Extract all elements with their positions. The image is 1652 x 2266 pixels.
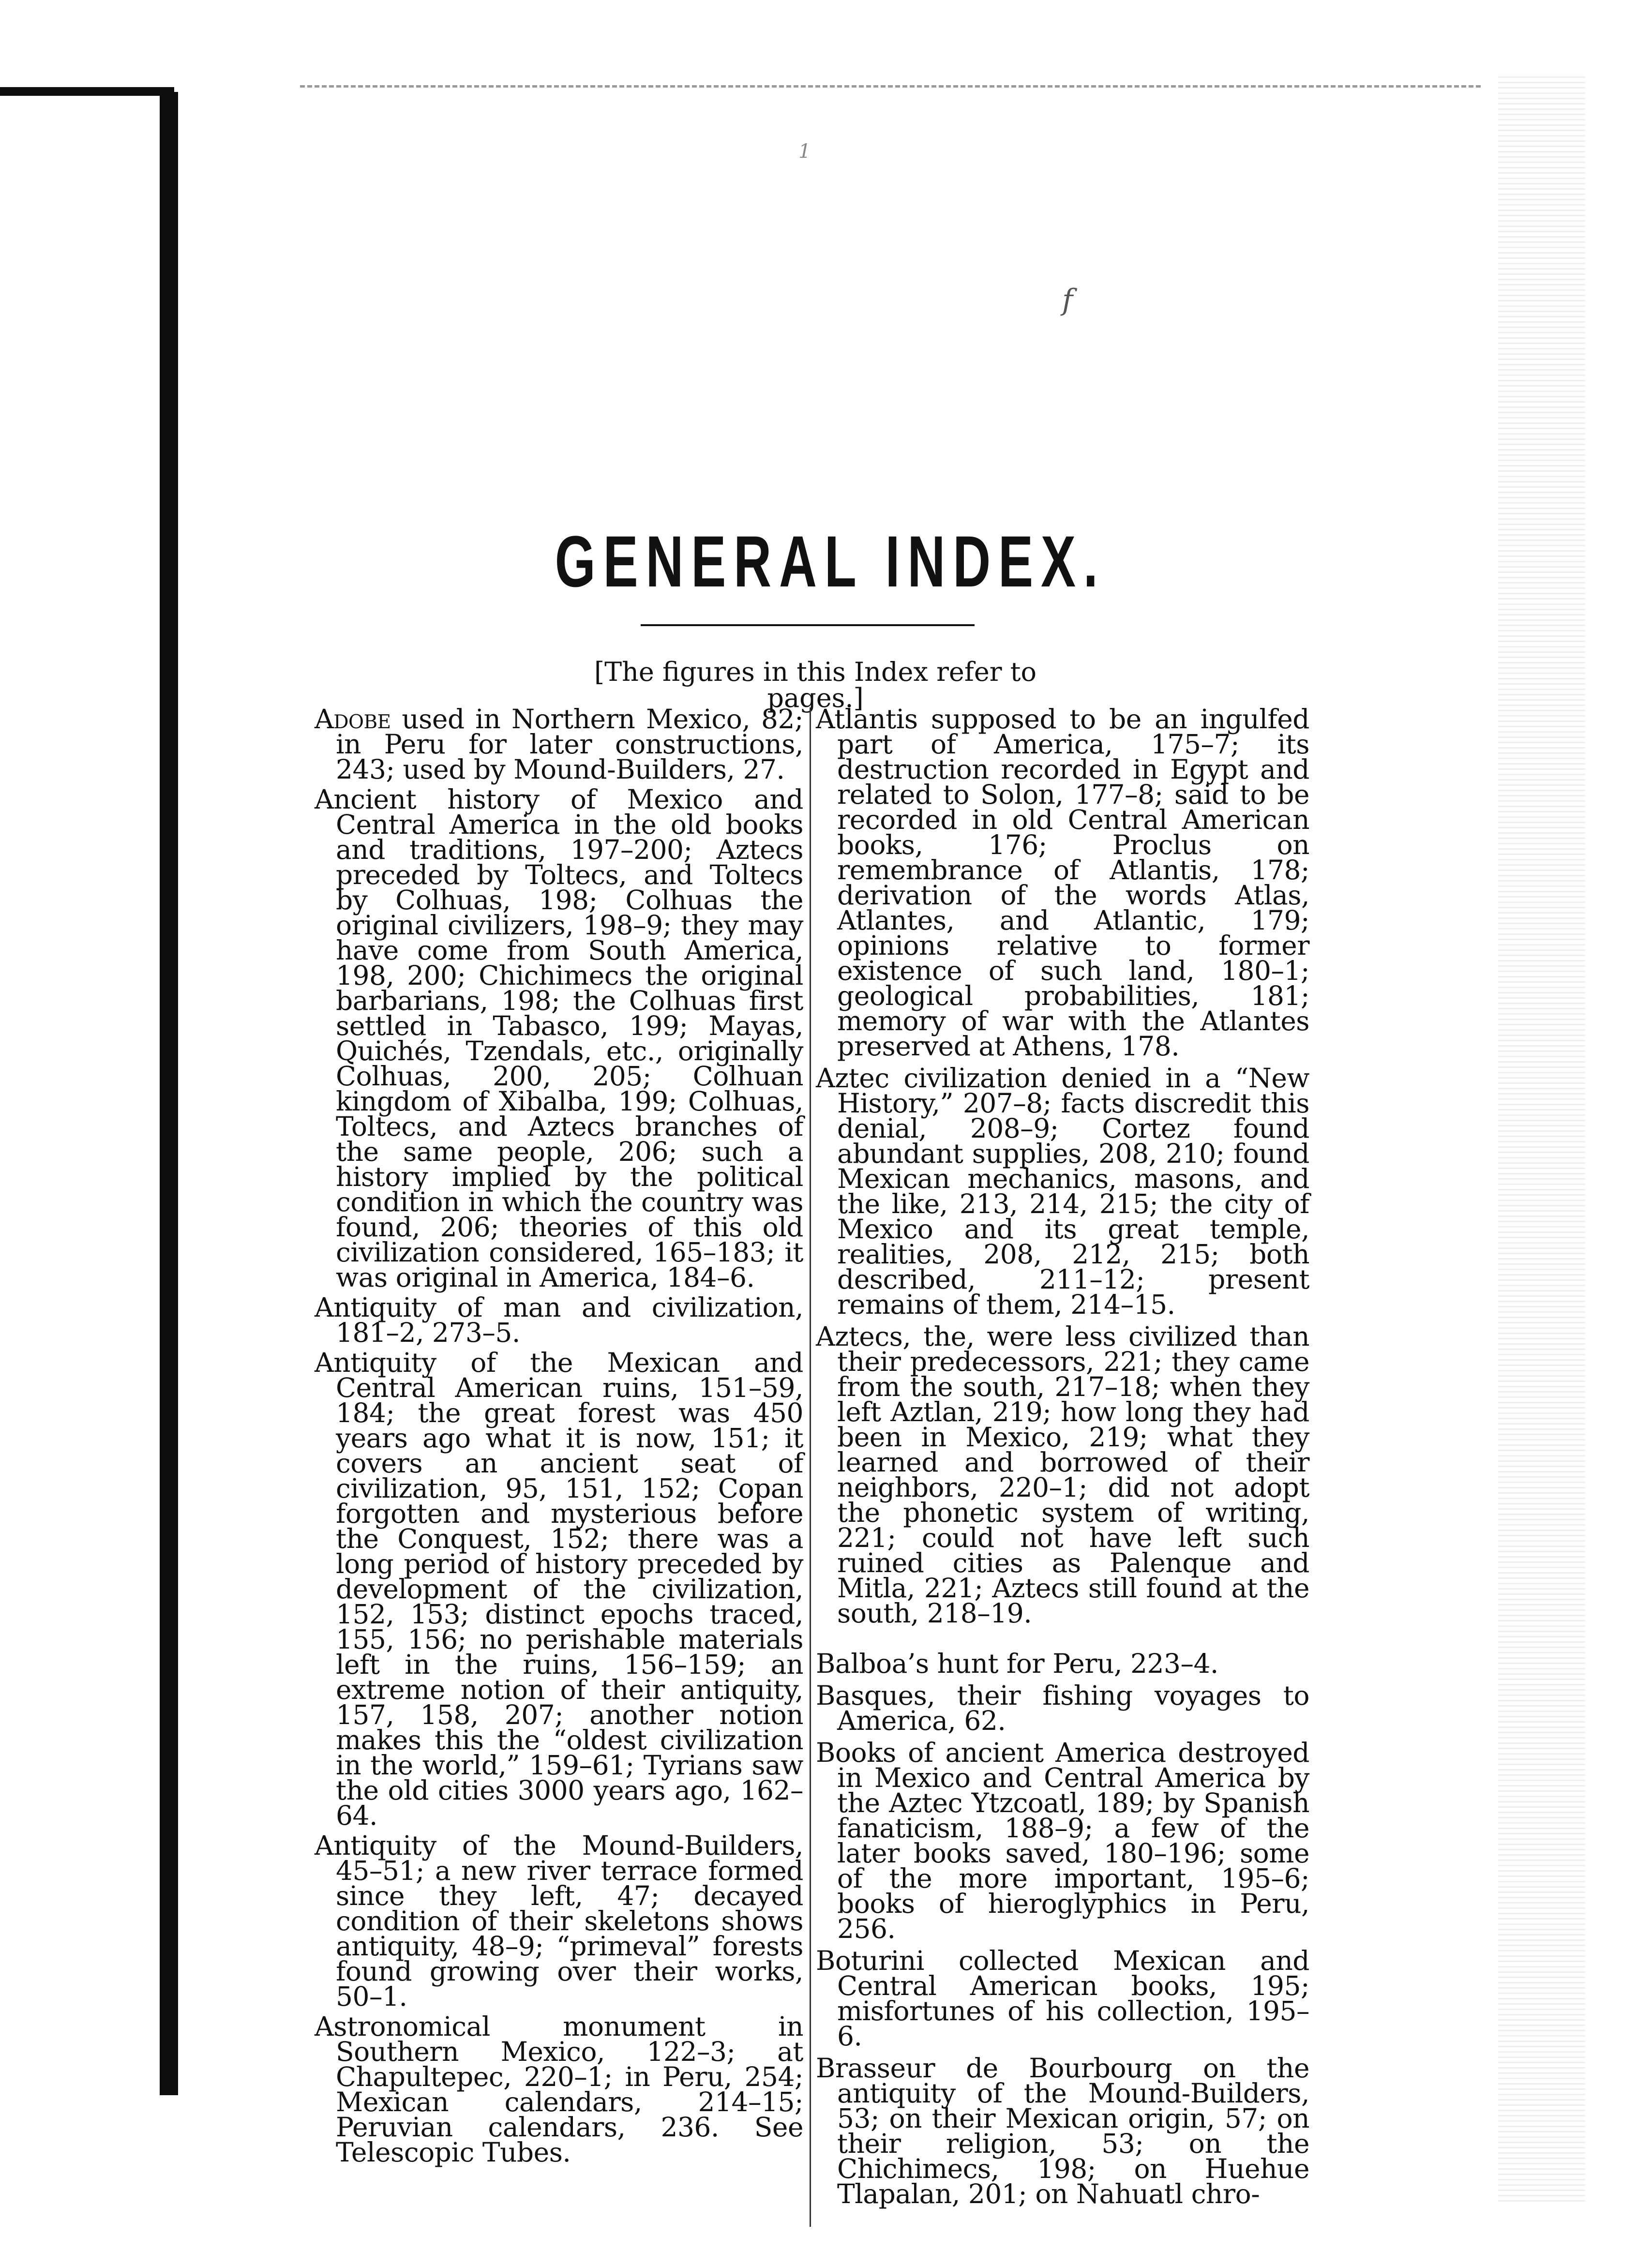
index-entry: Aztecs, the, were less civilized than their predecessors, 221; they came from the south, 217–18; when they left Aztlan, 219; how long they had been in Mexico, 219; what they learned and borrowed of their neighbors, 220–1; did not adopt the phonetic system of writing, 221; could not have left such ruined cities as Palenque and Mitla, 221; Aztecs still found at the south, 218–19. [816,1321,1309,1629]
margin-mark-1: 1 [798,140,811,163]
entry-head: Adobe [315,704,391,735]
page-edge-shadow [1498,73,1585,2202]
index-entry: Antiquity of the Mexican and Central American ruins, 151–59, 184; the great forest was 450 years ago what it is now, 151; it covers an ancient seat of civilization, 95, 151, 152; Copan forgotten and mysterious before the Conquest, 152; there was a long period of history preceded by development of the civilization, 152, 153; distinct epochs traced, 155, 156; no perishable materials left in the ruins, 156–159; an extreme notion of their antiquity, 157, 158, 207; another notion makes this the “oldest civilization in the world,” 159–61; Tyrians saw the old cities 3000 years ago, 162–64. [315,1347,803,1831]
index-entry: Brasseur de Bourbourg on the antiquity of the Mound-Builders, 53; on their Mexican origin, 57; on their religion, 53; on the Chichimecs, 198; on Huehue Tlapalan, 201; on Nahuatl chro- [816,2053,1309,2209]
index-column-right [816,706,1309,2213]
page-title: GENERAL INDEX. [555,521,1106,602]
title-rule [641,624,975,626]
index-entry: Antiquity of man and civilization, 181–2, 273–5. [315,1292,803,1348]
index-entry: Astronomical monument in Southern Mexico, 122–3; at Chapultepec, 220–1; in Peru, 254; Mexican calendars, 214–15; Peruvian calendars, 236. See Telescopic Tubes. [315,2011,803,2168]
binding-bar-cap [0,87,174,96]
index-entry: Antiquity of the Mound-Builders, 45–51; a new river terrace formed since they left, 47; decayed condition of their skeletons shows antiquity, 48–9; “primeval” forests found growing over their works, 50–1. [315,1830,803,2012]
index-entry: Balboa’s hunt for Peru, 223–4. [816,1648,1218,1679]
index-note: [The figures in this Index refer to pages.] [594,657,1036,713]
index-entry [315,704,803,785]
entry-text: used in Northern Mexico, 82; in Peru for later constructions, 243; used by Mound-Builders, 27. [336,704,803,785]
index-entry: Basques, their fishing voyages to America, 62. [816,1680,1309,1736]
index-entry: Boturini collected Mexican and Central American books, 195; misfortunes of his collection, 195–6. [816,1945,1309,2052]
column-divider [810,707,811,2227]
index-column-left [315,706,803,2170]
margin-mark-f: f [1062,283,1073,317]
top-dashed-rule [300,85,1481,88]
index-entry: Ancient history of Mexico and Central America in the old books and traditions, 197–200; Aztecs preceded by Toltecs, and Toltecs by Colhuas, 198; Colhuas the original civilizers, 198–9; they may have come from South America, 198, 200; Chichimecs the original barbarians, 198; the Colhuas first settled in Tabasco, 199; Mayas, Quichés, Tzendals, etc., originally Colhuas, 200, 205; Colhuan kingdom of Xibalba, 199; Colhuas, Toltecs, and Aztecs branches of the same people, 206; such a history implied by the political condition in which the country was found, 206; theories of this old civilization considered, 165–183; it was original in America, 184–6. [315,784,803,1293]
index-entry: Aztec civilization denied in a “New History,” 207–8; facts discredit this denial, 208–9; Cortez found abundant supplies, 208, 210; found Mexican mechanics, masons, and the like, 213, 214, 215; the city of Mexico and its great temple, realities, 208, 212, 215; both described, 211–12; present remains of them, 214–15. [816,1063,1309,1320]
index-entry: Books of ancient America destroyed in Mexico and Central America by the Aztec Ytzcoatl, 189; by Spanish fanaticism, 188–9; a few of the later books saved, 180–196; some of the more important, 195–6; books of hieroglyphics in Peru, 256. [816,1737,1309,1944]
index-entry: Atlantis supposed to be an ingulfed part of America, 175–7; its destruction recorded in Egypt and related to Solon, 177–8; said to be recorded in old Central American books, 176; Proclus on remembrance of Atlantis, 178; derivation of the words Atlas, Atlantes, and Atlantic, 179; opinions relative to former existence of such land, 180–1; geological probabilities, 181; memory of war with the Atlantes preserved at Athens, 178. [816,704,1309,1062]
binding-bar [160,92,178,2095]
